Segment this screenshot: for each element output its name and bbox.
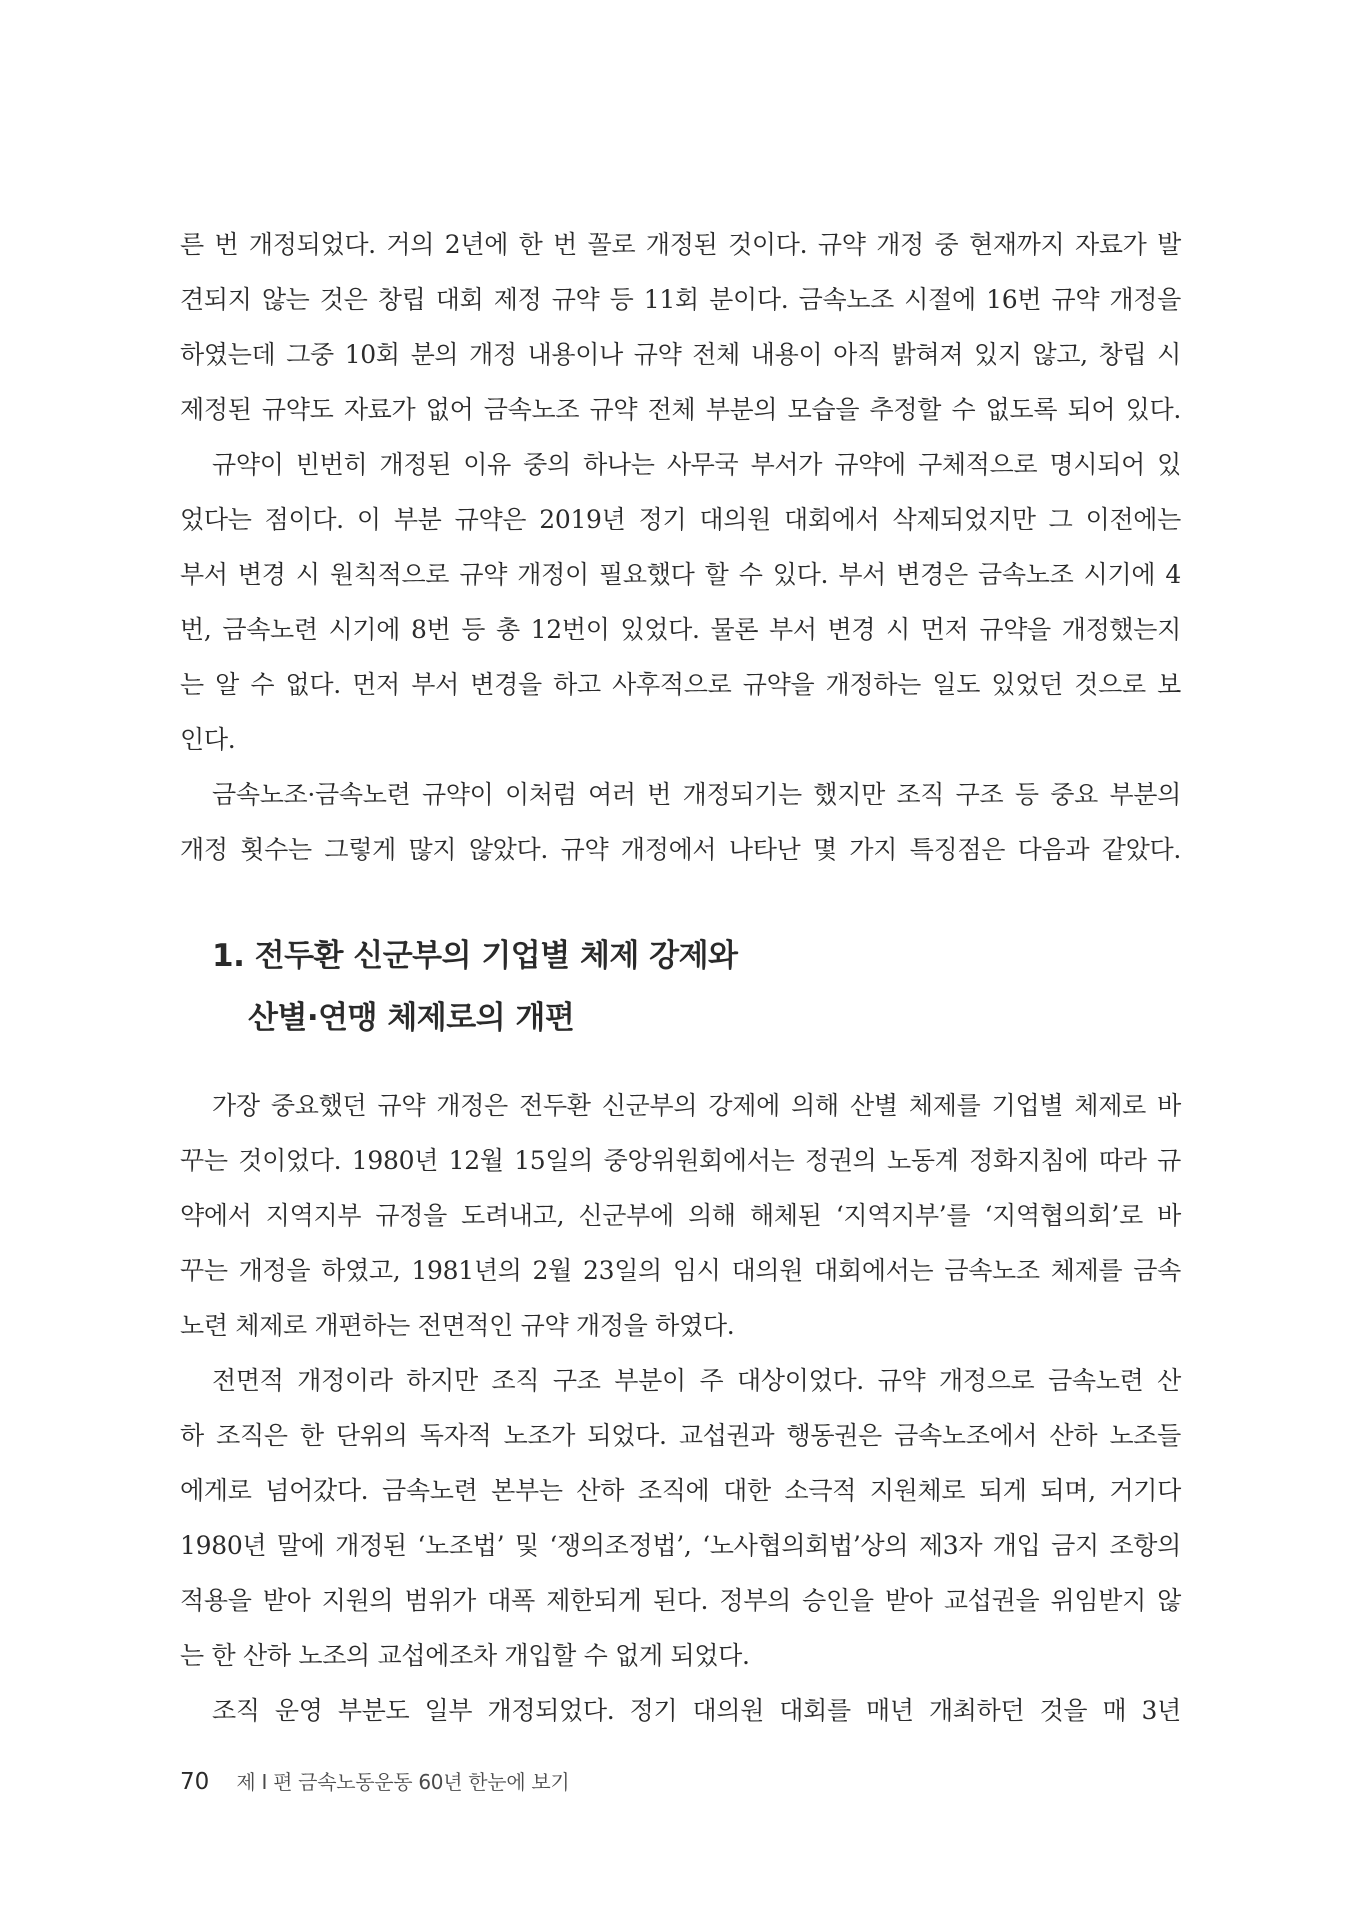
text-line: 약에서 지역지부 규정을 도려내고, 신군부에 의해 해체된 ‘지역지부’를 ‘지역협의회’로 바 [180, 1201, 1181, 1230]
text-line: 견되지 않는 것은 창립 대회 제정 규약 등 11회 분이다. 금속노조 시절에 16번 규약 개정을 [180, 285, 1181, 314]
section-heading-line-1: 1. 전두환 신군부의 기업별 체제 강제와 [212, 938, 738, 974]
text-line: 른 번 개정되었다. 거의 2년에 한 번 꼴로 개정된 것이다. 규약 개정 중 현재까지 자료가 발 [180, 230, 1181, 259]
running-title: 제 I 편 금속노동운동 60년 한눈에 보기 [236, 1770, 570, 1794]
text-line: 적용을 받아 지원의 범위가 대폭 제한되게 된다. 정부의 승인을 받아 교섭권을 위임받지 않 [180, 1586, 1181, 1615]
page-footer [180, 1764, 569, 1800]
body-text-before-heading [180, 217, 1181, 437]
text-line: 제정된 규약도 자료가 없어 금속노조 규약 전체 부분의 모습을 추정할 수 없도록 되어 있다. [180, 395, 1181, 424]
text-line: 인다. [180, 725, 236, 754]
text-line: 조직 운영 부분도 일부 개정되었다. 정기 대의원 대회를 매년 개최하던 것을 매 3년 [212, 1696, 1181, 1725]
text-line: 가장 중요했던 규약 개정은 전두환 신군부의 강제에 의해 산별 체제를 기업별 체제로 바 [212, 1091, 1181, 1120]
text-line: 하였는데 그중 10회 분의 개정 내용이나 규약 전체 내용이 아직 밝혀져 있지 않고, 창립 시 [180, 340, 1181, 369]
text-line: 1980년 말에 개정된 ‘노조법’ 및 ‘쟁의조정법’, ‘노사협의회법’상의 제3자 개입 금지 조항의 [180, 1531, 1181, 1560]
text-line: 번, 금속노련 시기에 8번 등 총 12번이 있었다. 물론 부서 변경 시 먼저 규약을 개정했는지 [180, 615, 1181, 644]
text-line: 규약이 빈번히 개정된 이유 중의 하나는 사무국 부서가 규약에 구체적으로 명시되어 있 [212, 450, 1181, 479]
text-line: 꾸는 것이었다. 1980년 12월 15일의 중앙위원회에서는 정권의 노동계 정화지침에 따라 규 [180, 1146, 1181, 1175]
text-line: 전면적 개정이라 하지만 조직 구조 부분이 주 대상이었다. 규약 개정으로 금속노련 산 [212, 1366, 1181, 1395]
text-line: 노련 체제로 개편하는 전면적인 규약 개정을 하였다. [180, 1311, 735, 1340]
paragraph-revision-features [180, 767, 1181, 877]
text-line: 부서 변경 시 원칙적으로 규약 개정이 필요했다 할 수 있다. 부서 변경은 금속노조 시기에 4 [180, 560, 1181, 589]
text-line: 에게로 넘어갔다. 금속노련 본부는 산하 조직에 대한 소극적 지원체로 되게 되며, 거기다 [180, 1476, 1181, 1505]
page-number: 70 [180, 1769, 210, 1795]
paragraph-rule-revisions [180, 437, 1181, 767]
text-line: 개정 횟수는 그렇게 많지 않았다. 규약 개정에서 나타난 몇 가지 특징점은 다음과 같았다. [180, 835, 1181, 864]
paragraph-organization-operation [180, 1683, 1181, 1738]
text-line: 꾸는 개정을 하였고, 1981년의 2월 23일의 임시 대의원 대회에서는 금속노조 체제를 금속 [180, 1256, 1181, 1285]
text-line: 었다는 점이다. 이 부분 규약은 2019년 정기 대의원 대회에서 삭제되었지만 그 이전에는 [180, 505, 1181, 534]
text-line: 금속노조·금속노련 규약이 이처럼 여러 번 개정되기는 했지만 조직 구조 등 중요 부분의 [212, 780, 1181, 809]
text-line: 는 한 산하 노조의 교섭에조차 개입할 수 없게 되었다. [180, 1641, 750, 1670]
paragraph-important-revision [180, 1078, 1181, 1353]
text-line: 는 알 수 없다. 먼저 부서 변경을 하고 사후적으로 규약을 개정하는 일도 있었던 것으로 보 [180, 670, 1181, 699]
text-line: 하 조직은 한 단위의 독자적 노조가 되었다. 교섭권과 행동권은 금속노조에서 산하 노조들 [180, 1421, 1181, 1450]
paragraph-full-revision [180, 1353, 1181, 1683]
section-heading-line-2: 산별·연맹 체제로의 개편 [248, 1000, 575, 1036]
section-heading [212, 925, 1112, 1049]
